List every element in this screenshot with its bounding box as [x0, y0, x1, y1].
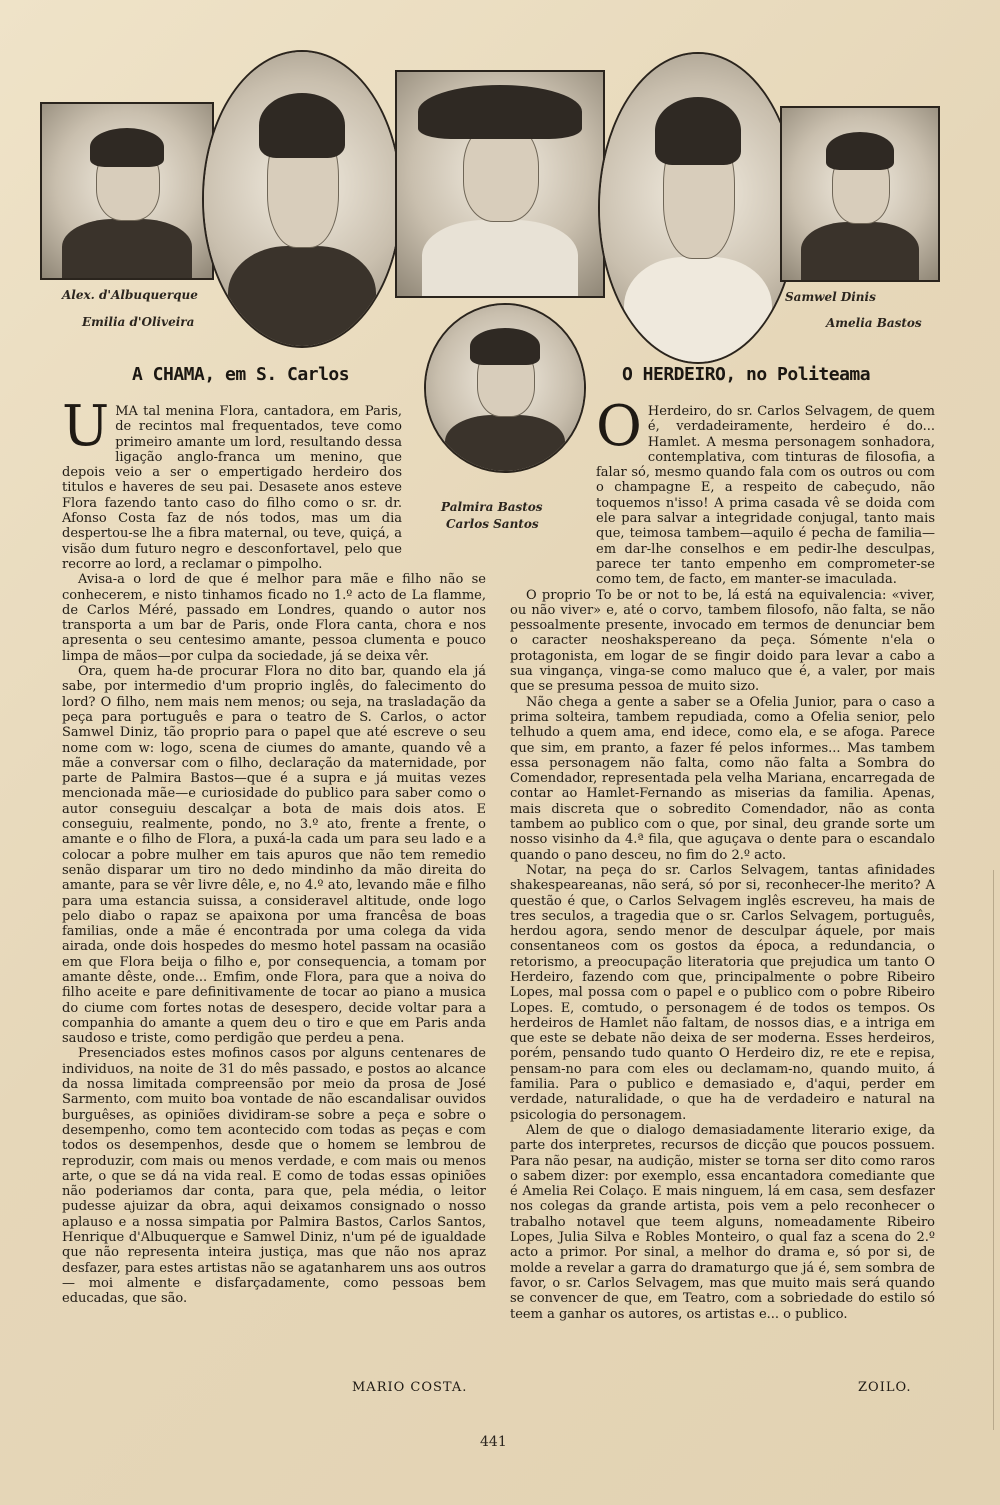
- page-fold-line: [993, 870, 994, 1430]
- right-paragraph: Alem de que o dialogo demasiadamente literario exige, da parte dos interpretes, recursos de dicção que poucos possuem. Para não pesar, na audição, mister se torna ser dito como raros o sabem dizer: por exemplo, essa encantadora comediante que é Amelia Rei Colaço. E mais ninguem, lá em casa, sem desfazer nos colegas da grande artista, pois vem a pelo reconhecer o trabalho notavel que teem alguns, nomeadamente Ribeiro Lopes, Julia Silva e Robles Monteiro, o qual faz a scena do 2.º acto a primor. Por sinal, a melhor do drama e, só por si, de molde a revelar a garra do dramaturgo que já é, sem sombra de favor, o sr. Carlos Selvagem, mas que muito mais será quando se convencer de que, em Teatro, com a sobriedade do estilo só teem a ganhar os autores, os artistas e... o publico.: [510, 1122, 935, 1322]
- caption-albuquerque: Alex. d'Albuquerque: [62, 288, 198, 302]
- caption-amelia: Amelia Bastos: [826, 316, 922, 330]
- right-paragraph: Notar, na peça do sr. Carlos Selvagem, tantas afinidades shakespeareanas, não será, só por si, reconhecer-lhe merito? A questão é que, o Carlos Selvagem inglês escreveu, ha mais de tres seculos, a tragedia que o sr. Carlos Selvagem, português, herdou agora, sendo menor de desculpar áquele, por mais consentaneos com os gostos da época, a redundancia, o retorismo, a preocupação literatoria que prejudica um tanto O Herdeiro, fazendo com que, principalmente o pobre Ribeiro Lopes, mal possa com o papel e o publico com o pobre Ribeiro Lopes. E, comtudo, o personagem é de todos os tempos. Os herdeiros de Hamlet não faltam, de nossos dias, e a intriga em que este se debate não deixa de ser moderna. Esses herdeiros, porém, pensando tudo quanto O Herdeiro diz, re ete e repisa, pensam-no para com eles ou declamam-no, quando muito, á familia. Para o publico e demasiado e, d'aqui, perder em verdade, naturalidade, o que ha de verdadeiro e natural na psicologia do personagem.: [510, 862, 935, 1123]
- photo-emilia: [202, 50, 402, 348]
- right-paragraph: Não chega a gente a saber se a Ofelia Junior, para o caso a prima solteira, tambem repudiada, como a Ofelia senior, pelo telhudo a quem ama, end idece, como ela, e se afoga. Parece que sim, em pranto, a fazer fé pelos informes... Mas tambem essa personagem não falta, como não falta a Sombra do Comendador, representada pela velha Mariana, encarregada de contar ao Hamlet-Fernando as miserias da familia. Apenas, mais discreta que o sobredito Comendador, não as conta tambem ao publico com o que, por sinal, deu grande sorte um nosso visinho da 4.ª fila, que aguçava o dente para o escandalo quando o pano desceu, no fim do 2.º acto.: [510, 694, 935, 863]
- photo-albuquerque: [40, 102, 214, 280]
- left-headline: A CHAMA, em S. Carlos: [132, 364, 350, 385]
- left-paragraph: Avisa-a o lord de que é melhor para mãe e filho não se conhecerem, e nisto tinhamos ficado no 1.º acto de La flamme, de Carlos Méré, passado em Londres, quando o autor nos transporta a um bar de Paris, onde Flora canta, chora e nos apresenta o seu centesimo amante, pessoa clumenta e pouco limpa de mãos—por culpa da sociedade, já se deixa vêr.: [62, 572, 486, 664]
- left-intro: UMA tal menina Flora, cantadora, em Paris, de recintos mal frequentados, teve como primeiro amante um lord, resultando dessa ligação anglo-franca um menino, que depois veio a ser o empertigado herdeiro dos titulos e haveres de seu pai. Desasete anos esteve Flora fazendo tanto caso do filho como o sr. dr. Afonso Costa faz de nós todos, mas um dia despertou-se lhe a fibra maternal, ou teve, quiçá, a visão dum futuro negro e desconfortavel, pelo que recorre ao lord, a reclamar o pimpolho.: [62, 394, 402, 572]
- photo-palmira: [395, 70, 605, 298]
- right-intro: O Herdeiro, do sr. Carlos Selvagem, de quem é, verdadeiramente, herdeiro é do... Hamlet. A mesma personagem sonhadora, contemplativa, com tinturas de filosofia, a falar só, mesmo quando fala com os outros ou com o champagne E, a respeito de cabeçudo, não toquemos n'isso! A prima casada vê se doida com ele para salvar a integridade conjugal, tanto mais que, teimosa tambem—aquilo é pecha de familia—em dar-lhe conselhos e em pedir-lhe desculpas, parece ter tanto empenho em comprometer-se como tem, de facto, em manter-se imaculada.: [596, 394, 935, 588]
- left-column: [62, 394, 486, 1307]
- left-paragraph: Ora, quem ha-de procurar Flora no dito bar, quando ela já sabe, por intermedio d'um proprio inglês, do falecimento do lord? O filho, nem mais nem menos; ou seja, na trasladação da peça para português e para o teatro de S. Carlos, o actor Samwel Diniz, tão proprio para o papel que até escreve o seu nome com w: logo, scena de ciumes do amante, quando vê a mãe a conversar com o filho, declaração da maternidade, por parte de Palmira Bastos—que é a supra e já muitas vezes mencionada mãe—e curiosidade do publico para saber como o autor conseguiu descalçar a bota de mais dois atos. E conseguiu, realmente, pondo, no 3.º ato, frente a frente, o amante e o filho de Flora, a puxá-la cada um para seu lado e a colocar a pobre mulher em tais apuros que não tem remedio senão disparar um tiro no dedo mindinho da mão direita do amante, para se vêr livre dêle, e, no 4.º ato, levando mãe e filho para uma estancia suissa, a consideravel altitude, onde logo pelo diabo o rapaz se apaixona por uma francêsa de boas familias, onde a mãe é encontrada por uma colega da vida airada, onde dois hospedes do mesmo hotel passam na ocasião em que Flora beija o filho e, por consequencia, a tomam por amante dêste, onde... Emfim, onde Flora, para que a noiva do filho aceite e pare definitivamente de tocar ao piano a musica do ciume com fortes notas de desespero, decide voltar para a companhia do amante a quem deu o tiro e que em Paris anda saudoso e triste, como perdigão que perdeu a pena.: [62, 664, 486, 1047]
- caption-palmira: Palmira Bastos: [441, 500, 543, 514]
- right-paragraph: O proprio To be or not to be, lá está na equivalencia: «viver, ou não viver» e, até o corvo, tambem filosofo, não falta, se não pessoalmente presente, invocado em termos de denunciar bem o caracter neoshakspereano da peça. Sómente n'ela o protagonista, em logar de se fingir doido para levar a cabo a sua vingança, vinga-se como maluco que é, a valer, por mais que se presuma pessoa de muito sizo.: [510, 587, 935, 695]
- right-column: [510, 394, 935, 1322]
- caption-carlos: Carlos Santos: [446, 517, 539, 531]
- right-dropcap: O: [596, 394, 642, 459]
- right-headline: O HERDEIRO, no Politeama: [622, 364, 871, 385]
- left-signature: MARIO COSTA.: [352, 1380, 468, 1395]
- photo-amelia: [598, 52, 798, 364]
- left-dropcap: U: [62, 394, 110, 459]
- page-number: 441: [480, 1434, 507, 1450]
- caption-emilia: Emilia d'Oliveira: [82, 315, 195, 329]
- caption-dinis: Samwel Dinis: [785, 290, 876, 304]
- photo-dinis: [780, 106, 940, 282]
- right-signature: ZOILO.: [858, 1380, 912, 1395]
- left-paragraph: Presenciados estes mofinos casos por alguns centenares de individuos, na noite de 31 do mês passado, e postos ao alcance da nossa limitada compreensão por meio da prosa de José Sarmento, com muito boa vontade de não escandalisar ouvidos burguêses, as opiniões dividiram-se sobre a peça e sobre o desempenho, como tem acontecido com todas as peças e com todos os desempenhos, desde que o homem se lembrou de reproduzir, com mais ou menos verdade, e com mais ou menos arte, o que se dá na vida real. E como de todas essas opiniões não poderiamos dar conta, para que, pela média, o leitor pudesse ajuizar da obra, aqui deixamos consignado o nosso aplauso e a nossa simpatia por Palmira Bastos, Carlos Santos, Henrique d'Albuquerque e Samwel Diniz, n'um pé de igualdade que não representa inteira justiça, mas que não nos apraz desfazer, para estes artistas não se agatanharem uns aos outros— moi almente e disfarçadamente, como pessoas bem educadas, que são.: [62, 1046, 486, 1307]
